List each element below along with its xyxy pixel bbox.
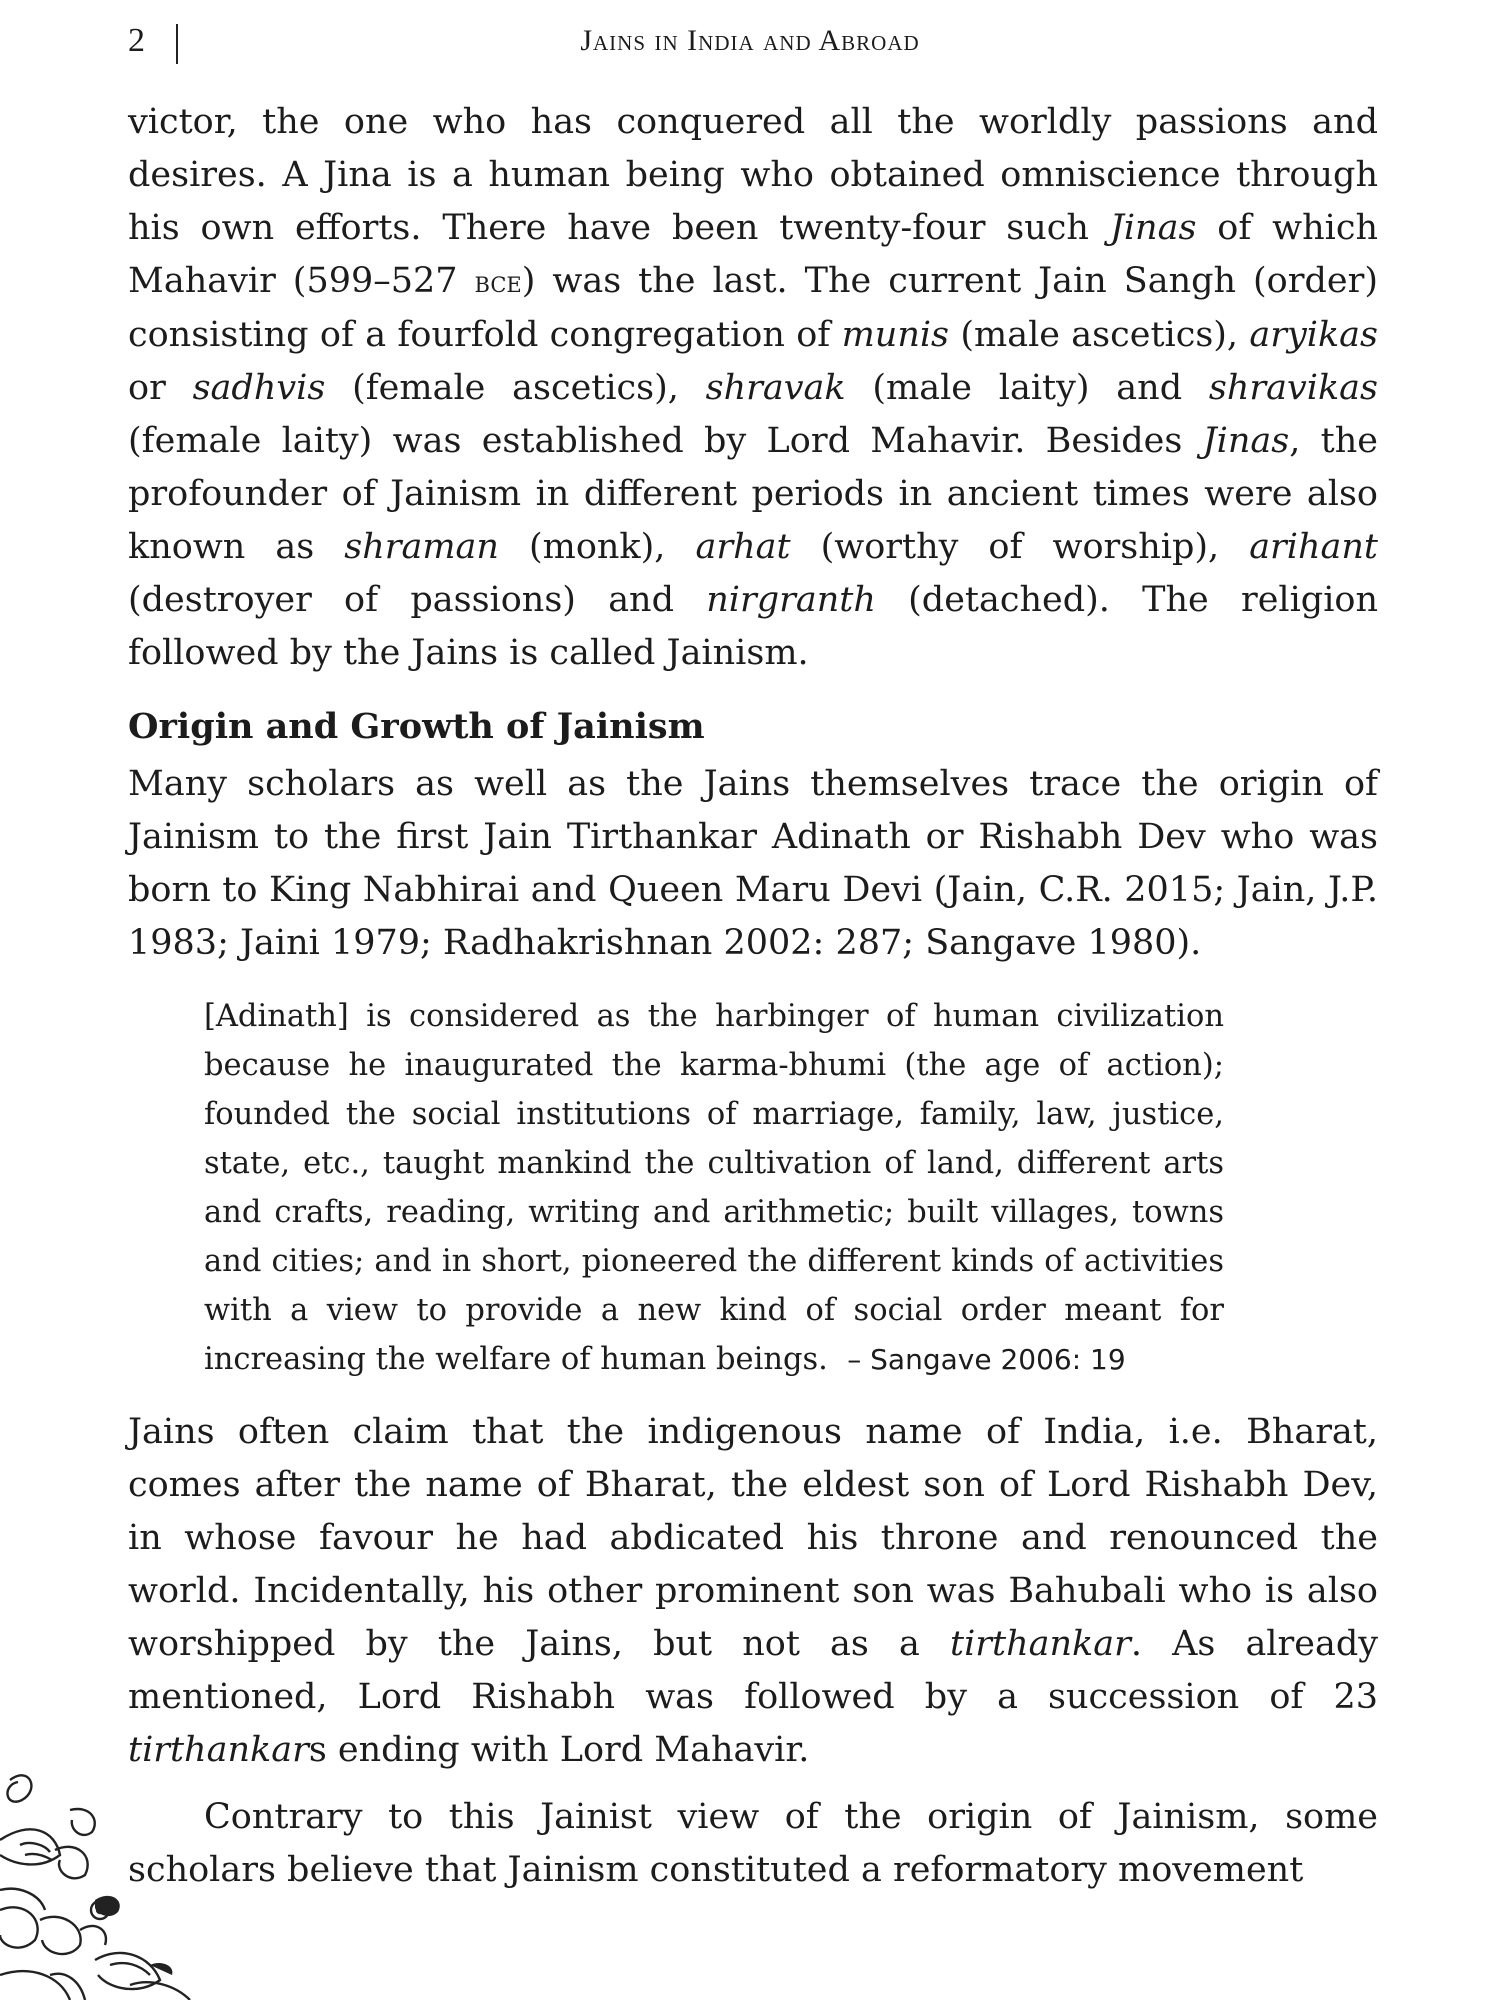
paragraph-contrary-view: Contrary to this Jainist view of the origin of Jainism, some scholars believe that Jainism constituted a reformatory movement [128, 1797, 1378, 1890]
section-heading: Origin and Growth of Jainism [128, 706, 705, 747]
paragraph-bharat: Jains often claim that the indigenous name of India, i.e. Bharat, comes after the name of Bharat, the eldest son of Lord Rishabh Dev, in whose favour he had abdicated his throne and renounced the world. Incidentally, his other prominent son was Bahubali who is also worshipped by the Jains, but not as a tirthankar. As already mentioned, Lord Rishabh was followed by a succession of 23 tirthankars ending with Lord Mahavir. [128, 1412, 1378, 1770]
floral-ornament-icon [0, 1760, 210, 2000]
paragraph-origin: Many scholars as well as the Jains themselves trace the origin of Jainism to the first Jain Tirthankar Adinath or Rishabh Dev who was born to King Nabhirai and Queen Maru Devi (Jain, C.R. 2015; Jain, J.P. 1983; Jaini 1979; Radhakrishnan 2002: 287; Sangave 1980). [128, 764, 1378, 963]
page-body [128, 96, 1378, 1897]
page-number: 2 [128, 22, 145, 59]
block-quote [204, 992, 1224, 1384]
block-quote-citation: – Sangave 2006: 19 [847, 1343, 1126, 1376]
book-title: Jains in India and Abroad [580, 24, 920, 57]
running-head [0, 22, 1500, 66]
paragraph-jina-definition: victor, the one who has conquered all the worldly passions and desires. A Jina is a human being who obtained omniscience through his own efforts. There have been twenty-four such Jinas of which Mahavir (599–527 bce) was the last. The current Jain Sangh (order) consisting of a fourfold congregation of munis (male ascetics), aryikas or sadhvis (female ascetics), shravak (male laity) and shravikas (female laity) was established by Lord Mahavir. Besides Jinas, the profounder of Jainism in different periods in ancient times were also known as shraman (monk), arhat (worthy of worship), arihant (destroyer of passions) and nirgranth (detached). The religion followed by the Jains is called Jainism. [128, 102, 1379, 673]
block-quote-text: [Adinath] is considered as the harbinger of human civilization because he inaugurated the karma-bhumi (the age of action); founded the social institutions of marriage, family, law, justice, state, etc., taught mankind the cultivation of land, different arts and crafts, reading, writing and arithmetic; built villages, towns and cities; and in short, pioneered the different kinds of activities with a view to provide a new kind of social order meant for increasing the welfare of human beings. [204, 999, 1224, 1377]
